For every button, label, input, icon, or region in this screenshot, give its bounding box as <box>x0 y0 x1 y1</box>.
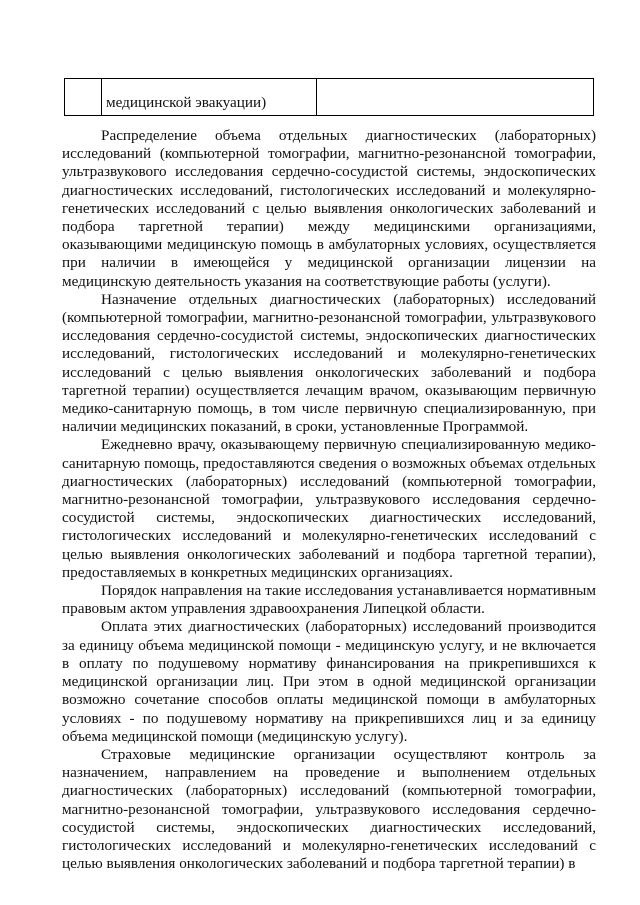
table-row <box>65 79 594 116</box>
paragraph-referral-order: Порядок направления на такие исследования устанавливается нормативным правовым актом управления здравоохранения Липецкой области. <box>62 582 596 618</box>
table-cell-text: медицинской эвакуации) <box>102 79 317 116</box>
paragraph-distribution: Распределение объема отдельных диагностических (лабораторных) исследований (компьютерной томографии, магнитно-резонансной томографии, ультразвукового исследования сердечно-сосудистой системы, эндоскопических диагностических исследований, гистологических исследований и молекулярно-генетических исследований с целью выявления онкологических заболеваний и подбора таргетной терапии) между медицинскими организациями, оказывающими медицинскую помощь в амбулаторных условиях, осуществляется при наличии в имеющейся у медицинской организации лицензии на медицинскую деятельность указания на соответствующие работы (услуги). <box>62 127 596 290</box>
paragraph-prescription: Назначение отдельных диагностических (лабораторных) исследований (компьютерной томографии, магнитно-резонансной томографии, ультразвукового исследования сердечно-сосудистой системы, эндоскопических диагностических исследований, гистологических исследований и молекулярно-генетических исследований с целью выявления онкологических заболеваний и подбора таргетной терапии) осуществляется лечащим врачом, оказывающим первичную медико-санитарную помощь, в том числе первичную специализированную, при наличии медицинских показаний, в сроки, установленные Программой. <box>62 290 596 436</box>
table-cell-value <box>317 79 594 116</box>
table-fragment <box>64 78 594 116</box>
body-text <box>62 127 596 873</box>
paragraph-insurance-control: Страховые медицинские организации осуществляют контроль за назначением, направлением на проведение и выполнением отдельных диагностических (лабораторных) исследований (компьютерной томографии, магнитно-резонансной томографии, ультразвукового исследования сердечно-сосудистой системы, эндоскопических диагностических исследований, гистологических исследований и молекулярно-генетических исследований с целью выявления онкологических заболеваний и подбора таргетной терапии) в <box>62 745 596 873</box>
paragraph-daily-info: Ежедневно врачу, оказывающему первичную специализированную медико-санитарную помощь, предоставляются сведения о возможных объемах отдельных диагностических (лабораторных) исследований (компьютерной томографии, магнитно-резонансной томографии, ультразвукового исследования сердечно-сосудистой системы, эндоскопических диагностических исследований, гистологических исследований и молекулярно-генетических исследований с целью выявления онкологических заболеваний и подбора таргетной терапии), предоставляемых в конкретных медицинских организациях. <box>62 436 596 581</box>
paragraph-payment: Оплата этих диагностических (лабораторных) исследований производится за единицу объема медицинской помощи - медицинскую услугу, и не включается в оплату по подушевому нормативу финансирования на прикрепившихся к медицинской организации лиц. При этом в одной медицинской организации возможно сочетание способов оплаты медицинской помощи в амбулаторных условиях - по подушевому нормативу на прикрепившихся лиц и за единицу объема медицинской помощи (медицинскую услугу). <box>62 618 596 745</box>
table-cell-number <box>65 79 102 116</box>
